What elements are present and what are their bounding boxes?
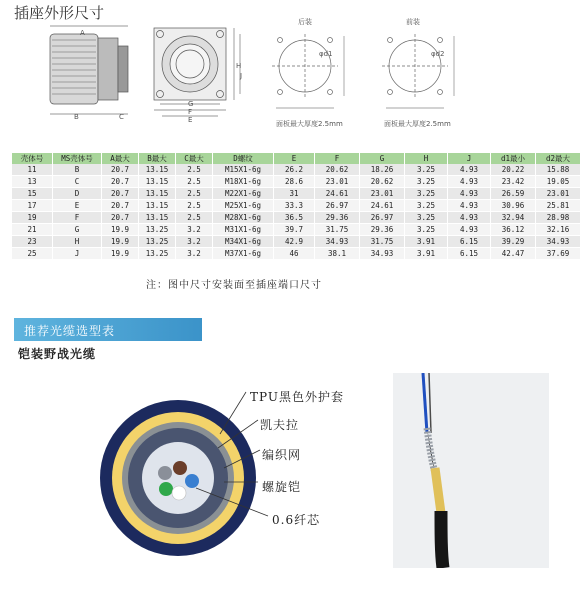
table-cell: 13.25 <box>139 248 176 260</box>
table-cell: 2.5 <box>176 164 213 176</box>
fiber-white <box>172 486 186 500</box>
table-cell: 13 <box>12 176 53 188</box>
table-cell: M28X1-6g <box>213 212 274 224</box>
label-fiber: 0.6纤芯 <box>272 513 321 527</box>
connector-dimension-drawings <box>40 16 560 134</box>
table-cell: 3.25 <box>405 212 448 224</box>
table-cell: M34X1-6g <box>213 236 274 248</box>
table-cell: 25.81 <box>536 200 581 212</box>
connector-spec-table <box>12 153 581 260</box>
table-cell: 24.61 <box>315 188 360 200</box>
table-cell: 4.93 <box>448 224 491 236</box>
column-header: B最大 <box>139 153 176 164</box>
table-cell: 38.1 <box>315 248 360 260</box>
table-row <box>12 200 581 212</box>
table-cell: C <box>53 176 102 188</box>
table-cell: 20.22 <box>491 164 536 176</box>
table-cell: 26.59 <box>491 188 536 200</box>
table-cell: 23.01 <box>315 176 360 188</box>
table-cell: 13.15 <box>139 164 176 176</box>
table-cell: 28.98 <box>536 212 581 224</box>
dim-label-G: G <box>188 100 194 108</box>
table-cell: G <box>53 224 102 236</box>
table-cell: M22X1-6g <box>213 188 274 200</box>
rear-panel-thickness-note: 面板最大厚度2.5mm <box>276 120 343 128</box>
table-cell: 39.7 <box>274 224 315 236</box>
table-cell: B <box>53 164 102 176</box>
table-cell: 19.9 <box>102 224 139 236</box>
table-cell: 2.5 <box>176 188 213 200</box>
table-cell: 4.93 <box>448 188 491 200</box>
hole-label-front: φd2 <box>431 50 445 58</box>
table-cell: 19.9 <box>102 248 139 260</box>
table-cell: 2.5 <box>176 212 213 224</box>
table-cell: 23.01 <box>536 188 581 200</box>
table-cell: 20.7 <box>102 188 139 200</box>
cable-type-title: 铠装野战光缆 <box>18 347 97 361</box>
table-cell: E <box>53 200 102 212</box>
table-cell: 36.12 <box>491 224 536 236</box>
table-cell: 20.7 <box>102 200 139 212</box>
table-cell: 20.7 <box>102 212 139 224</box>
table-row <box>12 164 581 176</box>
table-cell: 20.62 <box>315 164 360 176</box>
table-cell: 20.7 <box>102 164 139 176</box>
front-panel-thickness-note: 面板最大厚度2.5mm <box>384 120 451 128</box>
table-cell: 2.5 <box>176 200 213 212</box>
table-body <box>12 164 581 260</box>
table-cell: 42.9 <box>274 236 315 248</box>
table-cell: H <box>53 236 102 248</box>
dim-label-J: J <box>240 72 243 80</box>
table-cell: 42.47 <box>491 248 536 260</box>
table-cell: 4.93 <box>448 164 491 176</box>
table-cell: M18X1-6g <box>213 176 274 188</box>
column-header: E <box>274 153 315 164</box>
table-cell: 28.6 <box>274 176 315 188</box>
label-tpu-jacket: TPU黑色外护套 <box>250 390 344 404</box>
column-header: G <box>360 153 405 164</box>
dim-label-B: B <box>74 113 79 121</box>
table-cell: 23.01 <box>360 188 405 200</box>
table-cell: 25 <box>12 248 53 260</box>
label-braid: 编织网 <box>262 448 302 462</box>
label-kevlar: 凯夫拉 <box>260 418 300 432</box>
cable-cross-section-diagram <box>98 378 348 578</box>
column-header: A最大 <box>102 153 139 164</box>
dim-label-A: A <box>80 29 85 37</box>
table-row <box>12 188 581 200</box>
table-cell: 13.15 <box>139 200 176 212</box>
table-cell: 34.93 <box>315 236 360 248</box>
table-cell: 29.36 <box>315 212 360 224</box>
table-cell: 36.5 <box>274 212 315 224</box>
side-view-drawing <box>50 26 128 114</box>
table-cell: 6.15 <box>448 236 491 248</box>
dim-label-H: H <box>236 62 242 70</box>
table-cell: 3.25 <box>405 164 448 176</box>
table-cell: 13.15 <box>139 212 176 224</box>
dim-label-E: E <box>188 116 193 124</box>
table-cell: 26.97 <box>315 200 360 212</box>
table-cell: M31X1-6g <box>213 224 274 236</box>
section-title-dimensions: 插座外形尺寸 <box>14 4 105 22</box>
table-cell: 23.42 <box>491 176 536 188</box>
table-cell: 13.15 <box>139 176 176 188</box>
table-row <box>12 236 581 248</box>
cable-photo <box>393 373 549 568</box>
table-cell: 17 <box>12 200 53 212</box>
table-cell: 34.93 <box>360 248 405 260</box>
table-cell: 26.2 <box>274 164 315 176</box>
table-cell: 11 <box>12 164 53 176</box>
section-banner-cable-selection <box>14 318 202 341</box>
fiber-brown <box>173 461 187 475</box>
front-flange-drawing <box>154 28 243 116</box>
column-header: MS壳体号 <box>53 153 102 164</box>
table-cell: 13.15 <box>139 188 176 200</box>
table-cell: 3.25 <box>405 188 448 200</box>
hole-label-rear: φd1 <box>319 50 333 58</box>
front-mount-label: 前装 <box>406 18 420 26</box>
table-cell: 30.96 <box>491 200 536 212</box>
table-cell: 23 <box>12 236 53 248</box>
column-header: d2最大 <box>536 153 581 164</box>
table-cell: 24.61 <box>360 200 405 212</box>
label-armor: 螺旋铠 <box>262 480 302 494</box>
column-header: C最大 <box>176 153 213 164</box>
table-cell: 3.25 <box>405 224 448 236</box>
table-cell: 18.26 <box>360 164 405 176</box>
table-cell: 39.29 <box>491 236 536 248</box>
table-cell: 3.2 <box>176 248 213 260</box>
column-header: H <box>405 153 448 164</box>
rear-mount-drawing <box>272 34 344 108</box>
table-row <box>12 176 581 188</box>
rear-mount-label: 后装 <box>298 18 312 26</box>
table-cell: 4.93 <box>448 176 491 188</box>
table-cell: 15 <box>12 188 53 200</box>
fiber-blue <box>185 474 199 488</box>
table-cell: 13.25 <box>139 224 176 236</box>
table-row <box>12 212 581 224</box>
table-cell: F <box>53 212 102 224</box>
table-cell: 32.94 <box>491 212 536 224</box>
table-cell: M15X1-6g <box>213 164 274 176</box>
table-cell: 13.25 <box>139 236 176 248</box>
table-cell: 31.75 <box>315 224 360 236</box>
table-cell: 19 <box>12 212 53 224</box>
table-cell: 6.15 <box>448 248 491 260</box>
table-cell: 37.69 <box>536 248 581 260</box>
table-cell: 3.2 <box>176 224 213 236</box>
column-header: J <box>448 153 491 164</box>
core-area <box>142 442 214 514</box>
table-cell: 32.16 <box>536 224 581 236</box>
table-cell: 4.93 <box>448 200 491 212</box>
column-header: 壳体号 <box>12 153 53 164</box>
table-cell: 33.3 <box>274 200 315 212</box>
table-cell: 29.36 <box>360 224 405 236</box>
column-header: D螺纹 <box>213 153 274 164</box>
table-cell: 31.75 <box>360 236 405 248</box>
table-cell: 3.91 <box>405 236 448 248</box>
table-cell: D <box>53 188 102 200</box>
table-cell: 19.9 <box>102 236 139 248</box>
table-cell: 26.97 <box>360 212 405 224</box>
table-cell: 3.25 <box>405 200 448 212</box>
table-cell: 34.93 <box>536 236 581 248</box>
column-header: d1最小 <box>491 153 536 164</box>
table-cell: 4.93 <box>448 212 491 224</box>
table-cell: 19.05 <box>536 176 581 188</box>
table-cell: 21 <box>12 224 53 236</box>
banner-title: 推荐光缆选型表 <box>24 324 116 338</box>
table-cell: 31 <box>274 188 315 200</box>
dimension-note: 注：图中尺寸安装面至插座端口尺寸 <box>146 280 322 291</box>
fiber-gray <box>158 466 172 480</box>
table-row <box>12 224 581 236</box>
table-cell: J <box>53 248 102 260</box>
table-cell: 20.62 <box>360 176 405 188</box>
table-cell: 20.7 <box>102 176 139 188</box>
table-cell: 3.25 <box>405 176 448 188</box>
table-row <box>12 248 581 260</box>
table-cell: 46 <box>274 248 315 260</box>
table-cell: 3.2 <box>176 236 213 248</box>
table-cell: M37X1-6g <box>213 248 274 260</box>
dim-label-F: F <box>188 108 193 116</box>
table-cell: M25X1-6g <box>213 200 274 212</box>
fiber-green <box>159 482 173 496</box>
table-cell: 2.5 <box>176 176 213 188</box>
dim-label-C: C <box>119 113 124 121</box>
table-cell: 15.88 <box>536 164 581 176</box>
column-header: F <box>315 153 360 164</box>
front-mount-drawing <box>382 34 454 108</box>
table-cell: 3.91 <box>405 248 448 260</box>
table-header-row <box>12 153 581 164</box>
